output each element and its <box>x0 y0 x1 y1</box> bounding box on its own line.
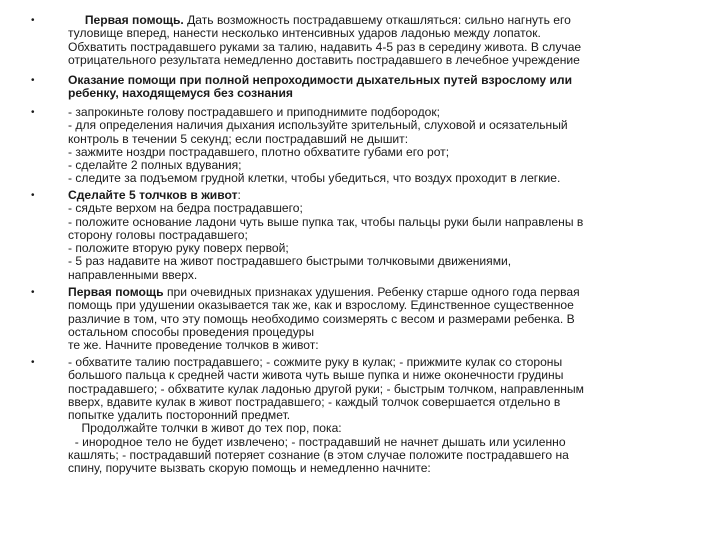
bullet-icon: • <box>31 287 35 298</box>
line-text: при очевидных признаках удушения. Ребенку старше одного года первая <box>163 285 580 299</box>
text-line: - запрокиньте голову пострадавшего и приподнимите подбородок; <box>68 105 441 119</box>
text-line: те же. Начните проведение толчков в живот: <box>68 338 319 353</box>
text-line: направленными вверх. <box>68 267 198 282</box>
list-item-child-first-aid <box>31 285 696 353</box>
text-line: вверх, вдавите кулак в живот пострадавшего; - каждый толчок совершается отдельно в <box>68 394 561 409</box>
text-line <box>68 436 696 449</box>
list-item-breathing-check <box>31 105 696 186</box>
text-line <box>68 422 696 435</box>
text-line: пострадавшего; - обхватите кулак ладонью другой руки; - быстрым толчком, направленным <box>68 381 584 396</box>
text-line: - положите вторую руку поверх первой; <box>68 241 289 256</box>
text-line: - следите за подъемом грудной клетки, чтобы убедиться, что воздух проходит в легкие. <box>68 171 561 186</box>
text-line: - сделайте 2 полных вдувания; <box>68 158 242 173</box>
indent <box>68 435 75 449</box>
text-line: - сядьте верхом на бедра пострадавшего; <box>68 201 303 216</box>
text-line: большого пальца к средней части живота чуть выше пупка и ниже оконечности грудины <box>68 368 564 383</box>
text-line: - 5 раз надавите на живот пострадавшего быстрыми толчковыми движениями, <box>68 254 512 269</box>
list-item-abdominal-thrusts <box>31 188 696 282</box>
text-line: попытке удалить посторонний предмет. <box>68 408 291 423</box>
text-line <box>68 286 696 299</box>
text-line: контроль в течении 5 секунд; если пострадавший не дышит: <box>68 131 409 146</box>
bold-heading: Первая помощь <box>68 285 164 299</box>
bold-heading: Первая помощь. <box>84 13 184 27</box>
text-line: спину, поручите вызвать скорую помощь и немедленно начните: <box>68 461 431 476</box>
text-line: - для определения наличия дыхания используйте зрительный, слуховой и осязательный <box>68 118 568 133</box>
text-line: отрицательного результата немедленно доставить пострадавшего в лечебное учреждение <box>68 52 580 67</box>
bold-heading: ребенку, находящемуся без сознания <box>68 86 293 101</box>
line-text: Продолжайте толчки в живот до тех пор, пока: <box>81 421 342 436</box>
text-line <box>68 14 696 27</box>
line-text: - инородное тело не будет извлечено; - пострадавший не начнет дышать или усиленно <box>74 434 566 449</box>
list-item-thrust-procedure <box>31 355 696 476</box>
text-line <box>68 189 696 202</box>
bold-heading: Оказание помощи при полной непроходимости дыхательных путей взрослому или <box>68 73 573 87</box>
line-text: : <box>237 188 241 202</box>
line-text: Дать возможность пострадавшему откашляться: сильно нагнуть его <box>183 13 571 27</box>
text-line: - обхватите талию пострадавшего; - сожмите руку в кулак; - прижмите кулак со стороны <box>68 355 563 369</box>
text-line: - зажмите ноздри пострадавшего, плотно обхватите губами его рот; <box>68 144 450 159</box>
text-line: остальном способы проведения процедуры <box>68 324 315 339</box>
list-item-choking-first-aid <box>31 13 696 67</box>
bullet-icon: • <box>31 75 35 86</box>
bullet-icon: • <box>31 15 35 26</box>
bullet-icon: • <box>31 107 35 118</box>
indent <box>68 13 85 27</box>
text-line: Обхватить пострадавшего руками за талию, надавить 4-5 раз в середину живота. В случае <box>68 39 582 54</box>
bold-heading: Сделайте 5 толчков в живот <box>68 188 238 202</box>
text-line: кашлять; - пострадавший потеряет сознание (в этом случае положите пострадавшего на <box>68 448 569 463</box>
text-line: туловище вперед, нанести несколько интенсивных ударов ладонью между лопаток. <box>68 26 541 41</box>
list-item-full-obstruction-heading <box>31 73 696 101</box>
text-line: - положите основание ладони чуть выше пупка так, чтобы пальцы руки были направлены в <box>68 214 584 229</box>
bullet-icon: • <box>31 357 35 368</box>
text-line: помощь при удушении оказывается так же, как и взрослому. Единственное существенное <box>68 298 574 313</box>
bullet-icon: • <box>31 190 35 201</box>
indent <box>68 421 81 435</box>
text-line: различие в том, что эту помощь необходимо соизмерять с весом и размерами ребенка. В <box>68 311 575 326</box>
text-line: сторону головы пострадавшего; <box>68 227 248 242</box>
